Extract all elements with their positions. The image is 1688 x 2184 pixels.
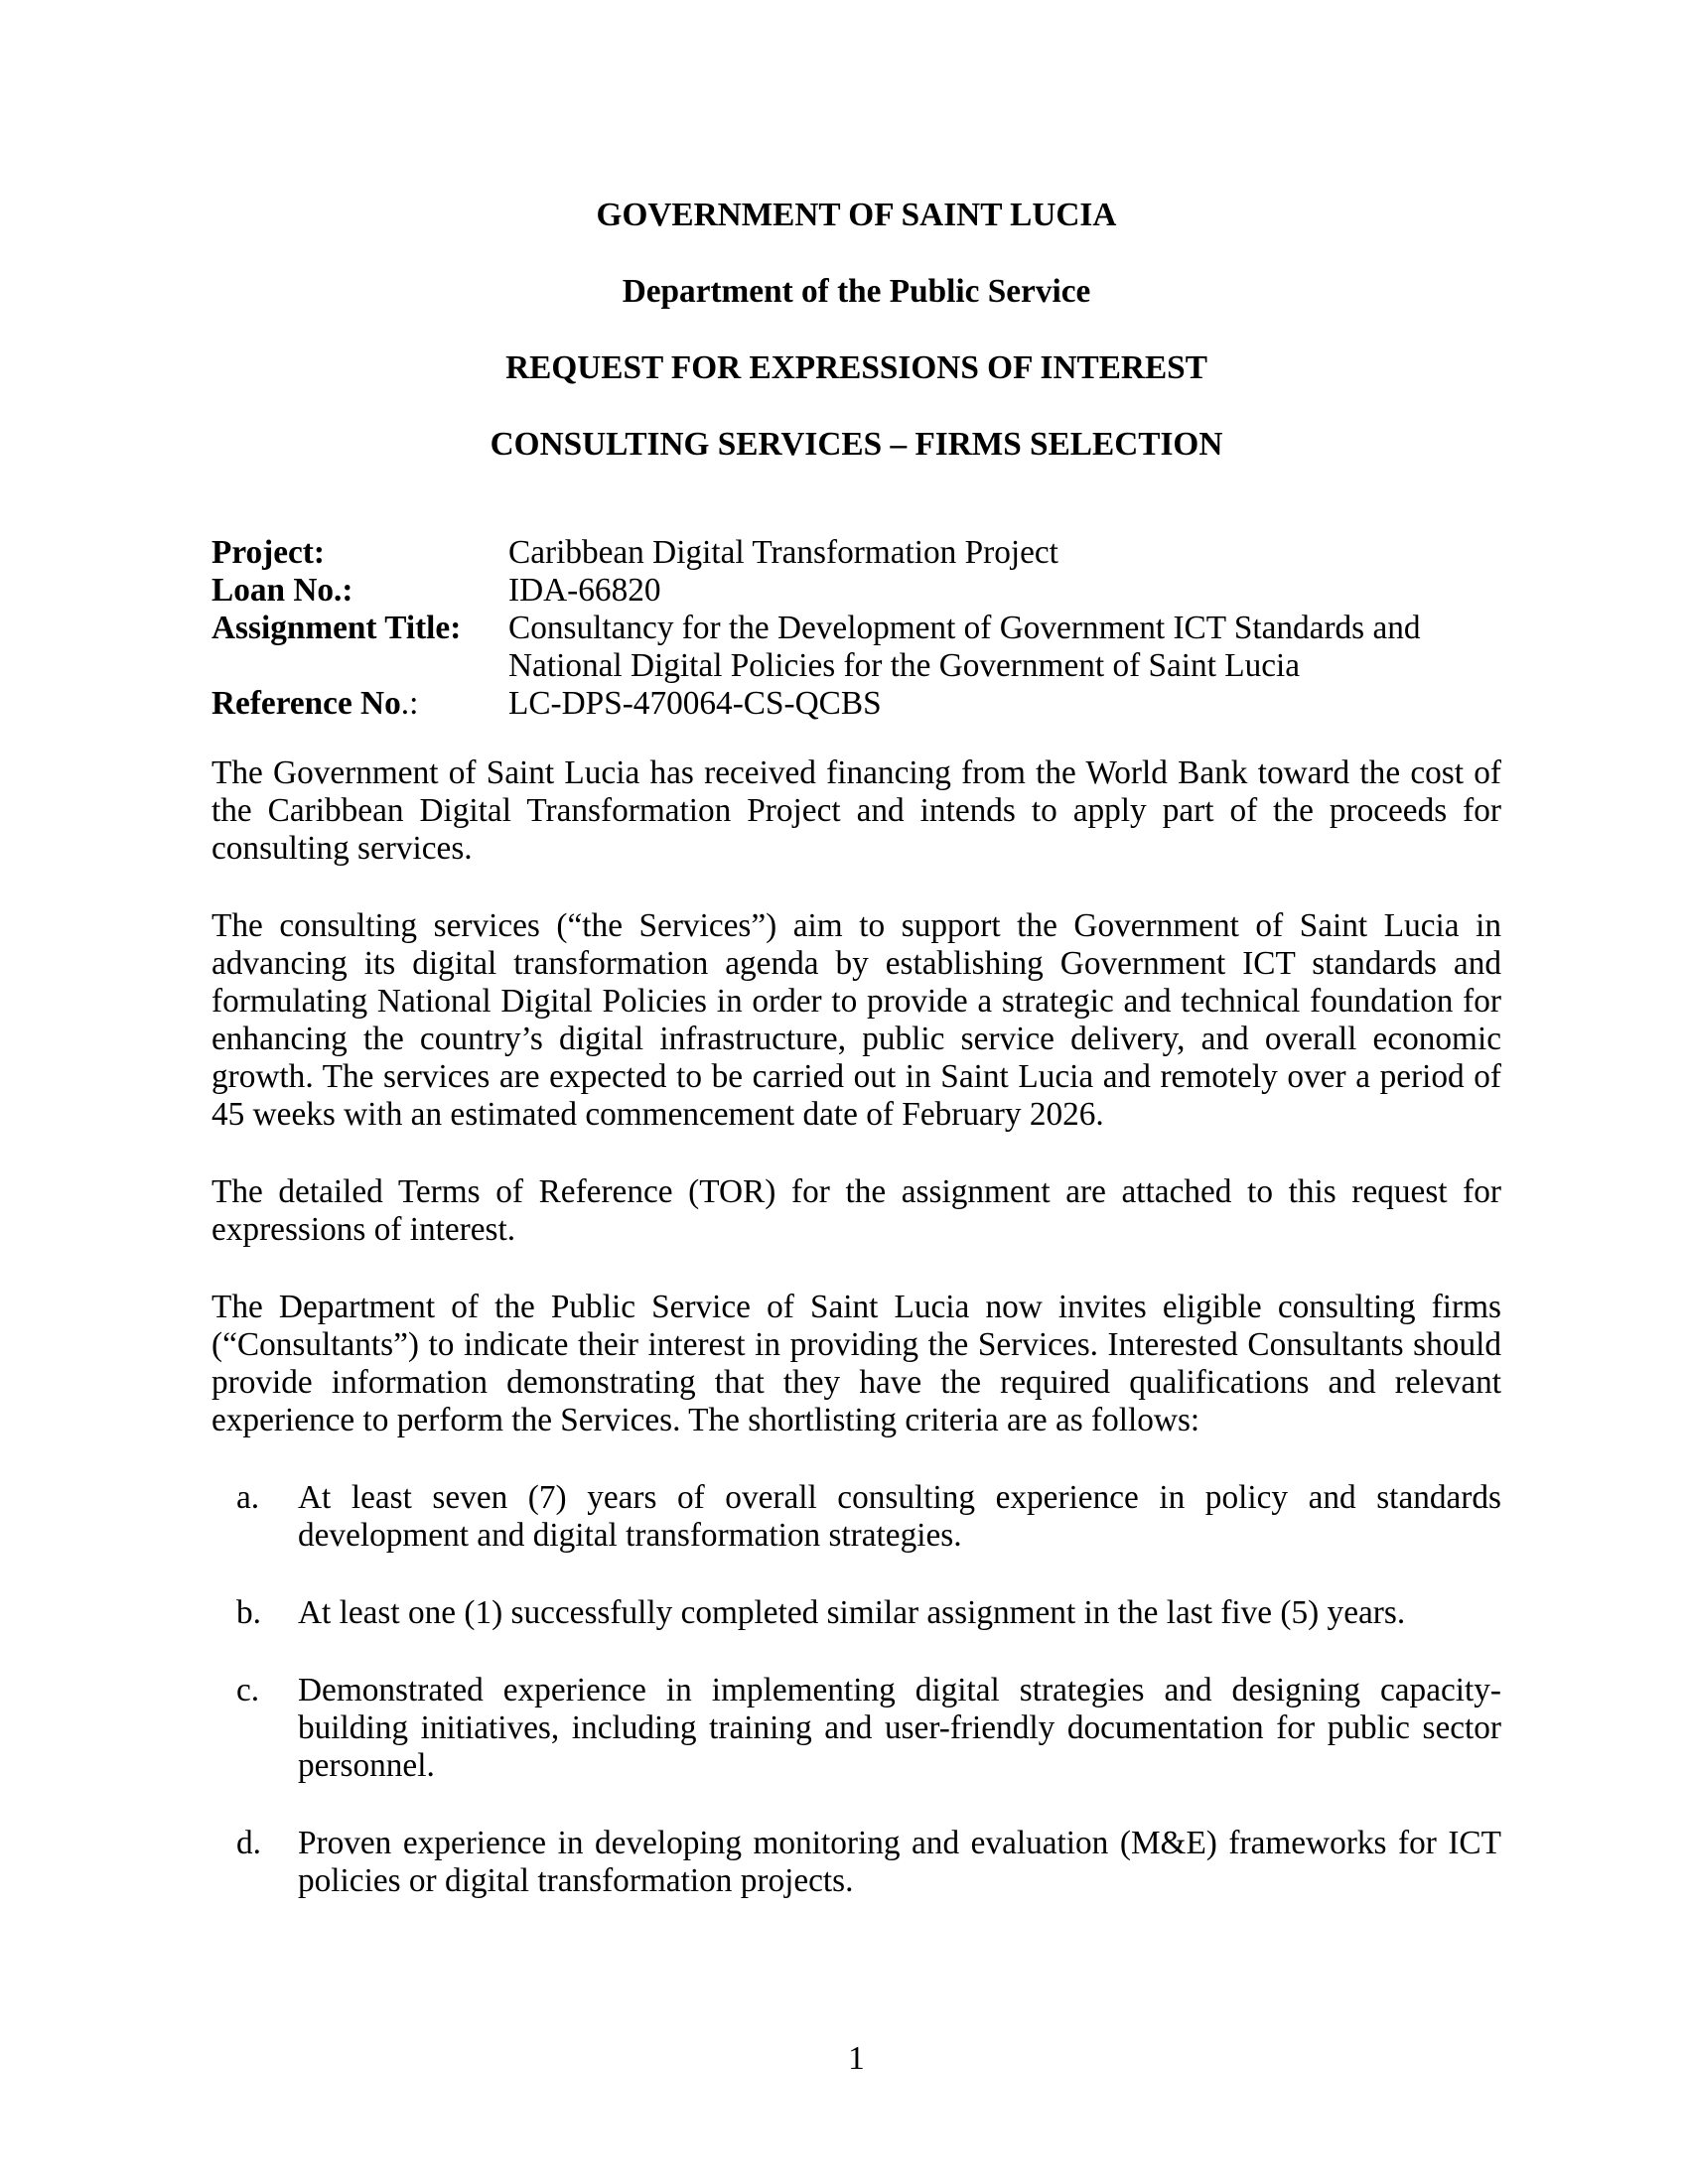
paragraph-invitation: The Department of the Public Service of Saint Lucia now invites eligible consulting firms (“Consultants”) to indicate their interest in providing the Services. Interested Consultants should provide information demonstrating that they have the required qualifications and relevant experience to perform the Services. The shortlisting criteria are as follows:	[211, 1289, 1501, 1438]
detail-value-loan-no: IDA-66820	[508, 572, 661, 609]
list-marker-c: c.	[236, 1672, 260, 1708]
project-details-block	[211, 534, 1501, 723]
criteria-item-d	[211, 1825, 1501, 1900]
detail-row-assignment-title	[211, 610, 1501, 685]
list-marker-a: a.	[236, 1479, 260, 1516]
detail-value-project: Caribbean Digital Transformation Project	[508, 534, 1058, 571]
doc-title-government: GOVERNMENT OF SAINT LUCIA	[596, 197, 1117, 233]
detail-label-text: Reference No	[211, 685, 401, 722]
shortlisting-criteria-list	[211, 1479, 1501, 1900]
detail-label-assignment-title	[211, 610, 508, 685]
page-number: 1	[848, 2040, 865, 2077]
detail-label-loan-no	[211, 572, 508, 610]
list-marker-d: d.	[236, 1825, 261, 1861]
detail-label-suffix: .:	[400, 685, 419, 722]
detail-label-text: Project:	[211, 534, 325, 571]
criteria-text-c: Demonstrated experience in implementing digital strategies and designing capacity-building initiatives, including training and user-friendly documentation for public sector personnel.	[298, 1672, 1501, 1784]
criteria-item-a	[211, 1479, 1501, 1555]
detail-row-loan-no	[211, 572, 1501, 610]
detail-label-text: Assignment Title:	[211, 610, 462, 646]
doc-title-consulting: CONSULTING SERVICES – FIRMS SELECTION	[490, 426, 1223, 463]
paragraph-services-aim: The consulting services (“the Services”) aim to support the Government of Saint Lucia in advancing its digital transformation agenda by establishing Government ICT standards and formulating National Digital Policies in order to provide a strategic and technical foundation for enhancing the country’s digital infrastructure, public service delivery, and overall economic growth. The services are expected to be carried out in Saint Lucia and remotely over a period of 45 weeks with an estimated commencement date of February 2026.	[211, 907, 1501, 1133]
criteria-text-d: Proven experience in developing monitoring and evaluation (M&E) frameworks for ICT policies or digital transformation projects.	[298, 1825, 1501, 1899]
detail-label-text: Loan No.:	[211, 572, 353, 609]
paragraph-tor: The detailed Terms of Reference (TOR) for the assignment are attached to this request for expressions of interest.	[211, 1173, 1501, 1248]
detail-label-reference-no	[211, 685, 508, 723]
criteria-item-b	[211, 1594, 1501, 1632]
criteria-text-b: At least one (1) successfully completed similar assignment in the last five (5) years.	[298, 1594, 1406, 1631]
doc-title-department: Department of the Public Service	[622, 273, 1091, 310]
detail-value-reference-no: LC-DPS-470064-CS-QCBS	[508, 685, 882, 722]
detail-row-reference-no	[211, 685, 1501, 723]
criteria-text-a: At least seven (7) years of overall consulting experience in policy and standards development and digital transformation strategies.	[298, 1479, 1501, 1554]
detail-label-project	[211, 534, 508, 572]
detail-value-assignment-title: Consultancy for the Development of Government ICT Standards and National Digital Policies for the Government of Saint Lucia	[508, 610, 1421, 684]
detail-row-project	[211, 534, 1501, 572]
list-marker-b: b.	[236, 1594, 261, 1631]
criteria-item-c	[211, 1672, 1501, 1785]
doc-title-request: REQUEST FOR EXPRESSIONS OF INTEREST	[505, 349, 1207, 386]
paragraph-financing: The Government of Saint Lucia has received financing from the World Bank toward the cost of the Caribbean Digital Transformation Project and intends to apply part of the proceeds for consulting services.	[211, 754, 1501, 867]
